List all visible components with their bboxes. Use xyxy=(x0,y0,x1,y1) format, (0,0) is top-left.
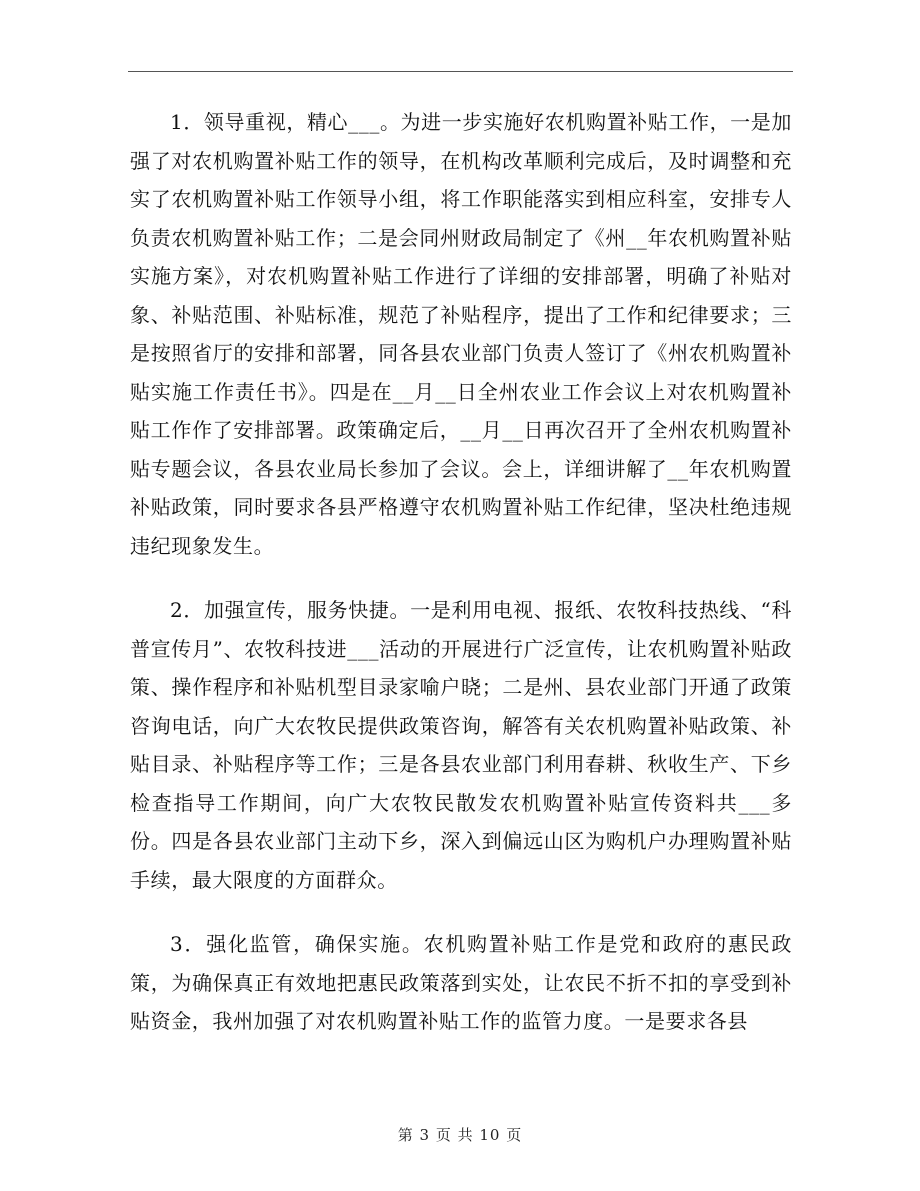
paragraph-2: 2．加强宣传，服务快捷。一是利用电视、报纸、农牧科技热线、“科普宣传月”、农牧科技进___活动的开展进行广泛宣传，让农机购置补贴政策、操作程序和补贴机型目录家喻户晓；二是州、县农业部门开通了政策咨询电话，向广大农牧民提供政策咨询，解答有关农机购置补贴政策、补贴目录、补贴程序等工作；三是各县农业部门利用春耕、秋收生产、下乡检查指导工作期间，向广大农牧民散发农机购置补贴宣传资料共___多份。四是各县农业部门主动下乡，深入到偏远山区为购机户办理购置补贴手续，最大限度的方面群众。 xyxy=(130,598,792,892)
page-number: 第 3 页 共 10 页 xyxy=(397,1126,523,1144)
paragraph-3: 3．强化监管，确保实施。农机购置补贴工作是党和政府的惠民政策，为确保真正有效地把惠民政策落到实处，让农民不折不扣的享受到补贴资金，我州加强了对农机购置补贴工作的监管力度。一是要求各县 xyxy=(130,932,792,1033)
paragraph-1: 1．领导重视，精心___。为进一步实施好农机购置补贴工作，一是加强了对农机购置补贴工作的领导，在机构改革顺利完成后，及时调整和充实了农机购置补贴工作领导小组，将工作职能落实到相应科室，安排专人负责农机购置补贴工作；二是会同州财政局制定了《州__年农机购置补贴实施方案》，对农机购置补贴工作进行了详细的安排部署，明确了补贴对象、补贴范围、补贴标准，规范了补贴程序，提出了工作和纪律要求；三是按照省厅的安排和部署，同各县农业部门负责人签订了《州农机购置补贴实施工作责任书》。四是在__月__日全州农业工作会议上对农机购置补贴工作作了安排部署。政策确定后，__月__日再次召开了全州农机购置补贴专题会议，各县农业局长参加了会议。会上，详细讲解了__年农机购置补贴政策，同时要求各县严格遵守农机购置补贴工作纪律，坚决杜绝违规违纪现象发生。 xyxy=(130,110,792,558)
header-rule xyxy=(128,71,793,72)
document-body xyxy=(130,103,792,1067)
